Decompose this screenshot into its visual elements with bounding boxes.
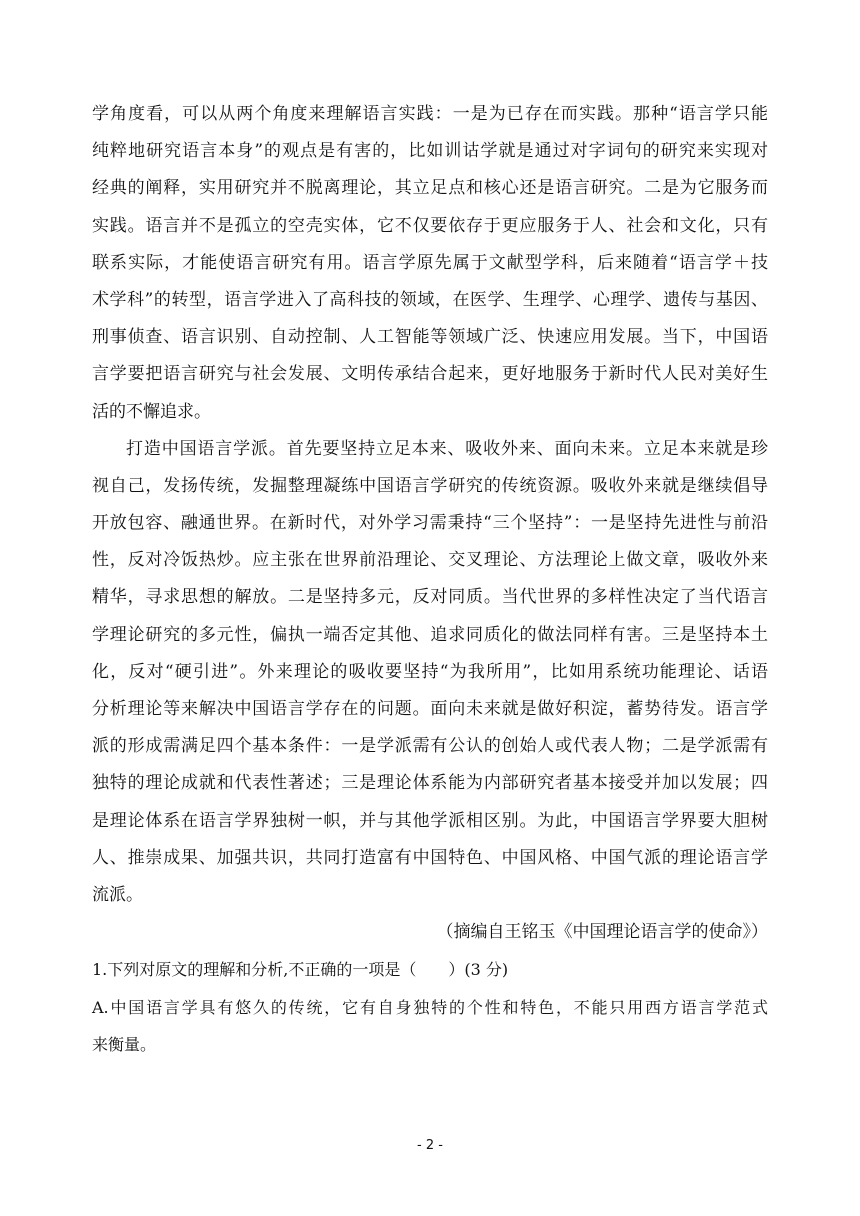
question-1: 1.下列对原文的理解和分析,不正确的一项是（ ）(3 分) (92, 960, 509, 980)
text-line: 视自己，发扬传统，发掘整理凝练中国语言学研究的传统资源。吸收外来就是继续倡导 (92, 475, 768, 496)
paragraph-1 (92, 96, 768, 431)
text-line: 性，反对冷饭热炒。应主张在世界前沿理论、交叉理论、方法理论上做文章，吸收外来 (92, 550, 768, 571)
document-body (92, 96, 768, 1063)
text-line: 打造中国语言学派。首先要坚持立足本来、吸收外来、面向未来。立足本来就是珍 (126, 438, 768, 459)
text-line: 术学科”的转型，语言学进入了高科技的领域，在医学、生理学、心理学、遗传与基因、 (92, 289, 768, 310)
text-line: 经典的阐释，实用研究并不脱离理论，其立足点和核心还是语言研究。二是为它服务而 (92, 178, 768, 199)
text-line: 流派。 (92, 884, 143, 905)
option-a-line: A.中国语言学具有悠久的传统，它有自身独特的个性和特色，不能只用西方语言学范式 (92, 997, 768, 1017)
text-line: 活的不懈追求。 (92, 401, 211, 422)
text-line: 联系实际，才能使语言研究有用。语言学原先属于文献型学科，后来随着“语言学＋技 (92, 252, 768, 273)
text-line: 独特的理论成就和代表性著述；三是理论体系能为内部研究者基本接受并加以发展；四 (92, 773, 768, 794)
text-line: 开放包容、融通世界。在新时代，对外学习需秉持“三个坚持”：一是坚持先进性与前沿 (92, 513, 768, 534)
text-line: 学角度看，可以从两个角度来理解语言实践：一是为已存在而实践。那种“语言学只能 (92, 104, 768, 124)
text-line: 纯粹地研究语言本身”的观点是有害的，比如训诂学就是通过对字词句的研究来实现对 (92, 141, 768, 162)
text-line: 刑事侦查、语言识别、自动控制、人工智能等领域广泛、快速应用发展。当下，中国语 (92, 327, 768, 348)
option-a (92, 989, 768, 1063)
text-line: 言学要把语言研究与社会发展、文明传承结合起来，更好地服务于新时代人民对美好生 (92, 364, 768, 385)
text-line: 人、推崇成果、加强共识，共同打造富有中国特色、中国风格、中国气派的理论语言学 (92, 847, 768, 868)
option-a-line: 来衡量。 (92, 1034, 157, 1054)
text-line: 学理论研究的多元性，偏执一端否定其他、追求同质化的做法同样有害。三是坚持本土 (92, 624, 768, 645)
source-citation: （摘编自王铭玉《中国理论语言学的使命》） (436, 922, 768, 943)
text-line: 派的形成需满足四个基本条件：一是学派需有公认的创始人或代表人物；二是学派需有 (92, 736, 768, 757)
text-line: 分析理论等来解决中国语言学存在的问题。面向未来就是做好积淀，蓄势待发。语言学 (92, 699, 768, 719)
text-line: 精华，寻求思想的解放。二是坚持多元，反对同质。当代世界的多样性决定了当代语言 (92, 587, 768, 608)
text-line: 化，反对“硬引进”。外来理论的吸收要坚持“为我所用”，比如用系统功能理论、话语 (92, 661, 768, 682)
text-line: 是理论体系在语言学界独树一帜，并与其他学派相区别。为此，中国语言学界要大胆树 (92, 810, 768, 831)
page-number: - 2 - (417, 1138, 443, 1153)
text-line: 实践。语言并不是孤立的空壳实体，它不仅要依存于更应服务于人、社会和文化，只有 (92, 215, 768, 236)
paragraph-2 (92, 431, 768, 914)
